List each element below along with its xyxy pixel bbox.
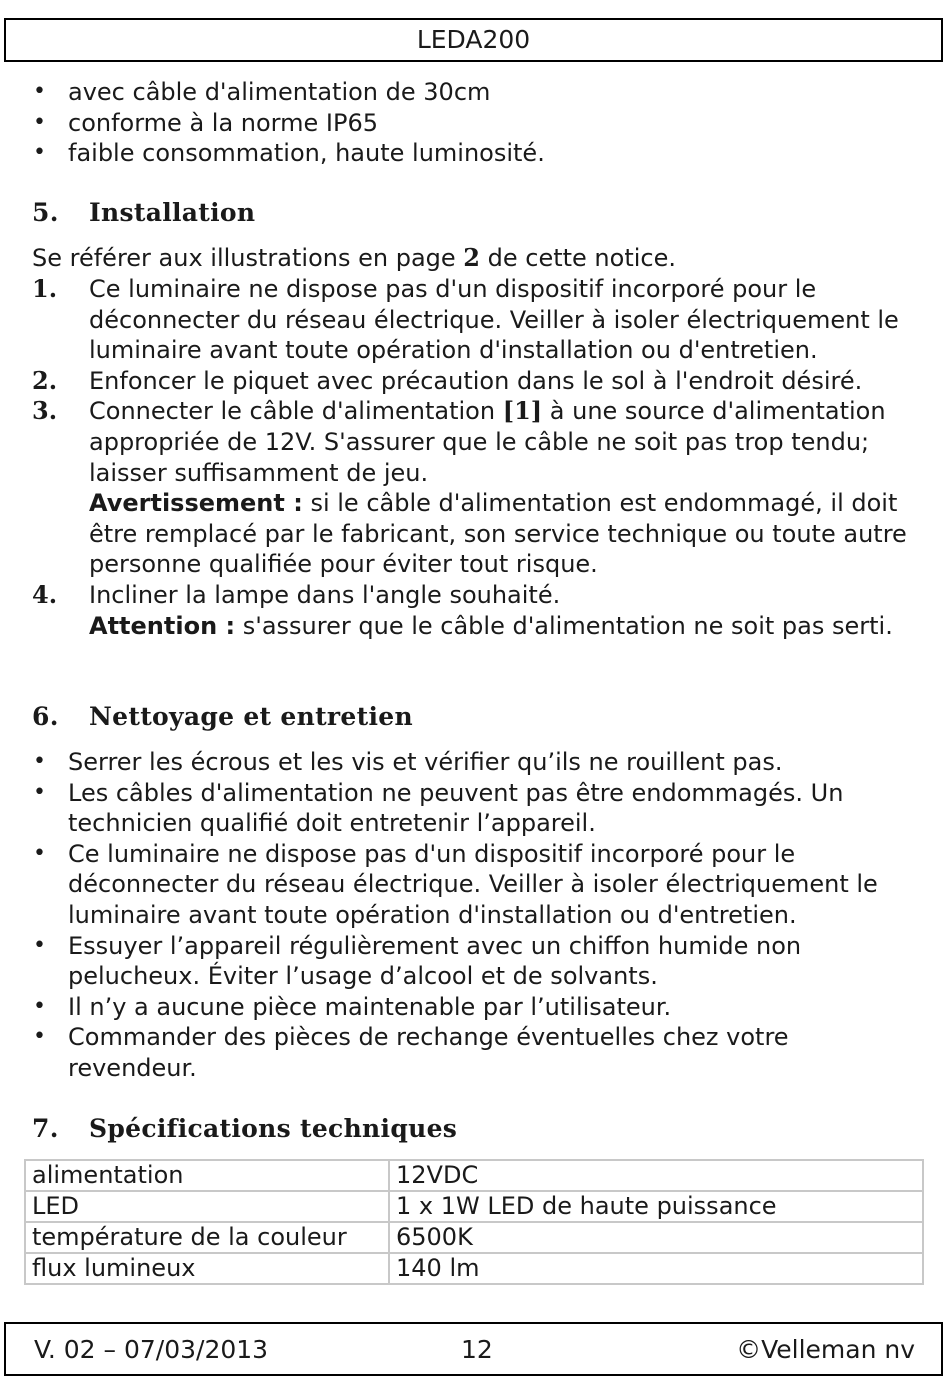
table-cell: LED	[25, 1191, 389, 1222]
bullet-icon: •	[33, 779, 46, 805]
bullet-icon: •	[33, 1024, 46, 1050]
list-item: 3. Connecter le câble d'alimentation [1] à une source d'alimentation appropriée de 12V. S'assurer que le câble ne soit pas trop tendu; laisser suffisamment de jeu. Avertissement : si le câble d'alimentation est endommagé, il doit être remplacé par le fabricant, son service technique ou toute autre personne qualifiée pour éviter tout risque.	[32, 396, 907, 579]
section-heading-cleaning: 6. Nettoyage et entretien	[32, 702, 413, 731]
table-cell: 1 x 1W LED de haute puissance	[389, 1191, 923, 1222]
version-date: V. 02 – 07/03/2013	[34, 1335, 269, 1364]
list-item: • Commander des pièces de rechange éventuelles chez votre revendeur.	[33, 1023, 789, 1082]
list-item: • faible consommation, haute luminosité.	[33, 139, 545, 168]
bullet-icon: •	[33, 109, 46, 135]
table-row	[25, 1253, 923, 1284]
section-heading-installation: 5. Installation	[32, 198, 256, 227]
page-header	[4, 18, 943, 62]
table-cell: 140 lm	[389, 1253, 923, 1284]
section-heading-specs: 7. Spécifications techniques	[32, 1114, 458, 1143]
list-item: 1. Ce luminaire ne dispose pas d'un dispositif incorporé pour le déconnecter du réseau électrique. Veiller à isoler électriquement le luminaire avant toute opération d'installation ou d'entretien.	[32, 274, 899, 365]
table-row	[25, 1160, 923, 1191]
list-item: • Serrer les écrous et les vis et vérifier qu’ils ne rouillent pas.	[33, 748, 783, 776]
table-row	[25, 1191, 923, 1222]
table-cell: alimentation	[25, 1160, 389, 1191]
list-item: • Il n’y a aucune pièce maintenable par l’utilisateur.	[33, 992, 672, 1021]
copyright: ©Velleman nv	[736, 1335, 915, 1364]
list-item: • Les câbles d'alimentation ne peuvent pas être endommagés. Un technicien qualifié doit entretenir l’appareil.	[33, 778, 844, 838]
specifications-table	[24, 1159, 924, 1285]
list-item: • Essuyer l’appareil régulièrement avec un chiffon humide non pelucheux. Éviter l’usage d’alcool et de solvants.	[33, 931, 802, 991]
page-footer	[4, 1322, 943, 1376]
list-item: • conforme à la norme IP65	[33, 108, 378, 137]
installation-steps	[32, 274, 922, 641]
page-number: 12	[461, 1335, 493, 1364]
installation-intro: Se référer aux illustrations en page 2 de cette notice.	[32, 243, 676, 272]
list-item: • avec câble d'alimentation de 30cm	[33, 78, 491, 106]
bullet-icon: •	[33, 932, 46, 958]
bullet-icon: •	[33, 79, 46, 104]
list-item: 4. Incliner la lampe dans l'angle souhaité. Attention : s'assurer que le câble d'alimentation ne soit pas serti.	[32, 579, 893, 640]
bullet-icon: •	[33, 840, 46, 866]
list-item: • Ce luminaire ne dispose pas d'un dispositif incorporé pour le déconnecter du réseau électrique. Veiller à isoler électriquement le luminaire avant toute opération d'installation ou d'entretien.	[33, 839, 878, 929]
bullet-icon: •	[33, 993, 46, 1019]
list-item: 2. Enfoncer le piquet avec précaution dans le sol à l'endroit désiré.	[32, 365, 863, 395]
document-title: LEDA200	[416, 25, 531, 54]
table-row	[25, 1222, 923, 1253]
table-cell: température de la couleur	[25, 1222, 389, 1253]
warning-label: Avertissement :	[89, 489, 303, 518]
table-cell: flux lumineux	[25, 1253, 389, 1284]
attention-label: Attention :	[89, 611, 236, 640]
table-cell: 6500K	[389, 1222, 923, 1253]
feature-list	[30, 77, 920, 169]
bullet-icon: •	[33, 140, 46, 166]
cleaning-list	[30, 747, 920, 1084]
table-cell: 12VDC	[389, 1160, 923, 1191]
bullet-icon: •	[33, 749, 46, 774]
